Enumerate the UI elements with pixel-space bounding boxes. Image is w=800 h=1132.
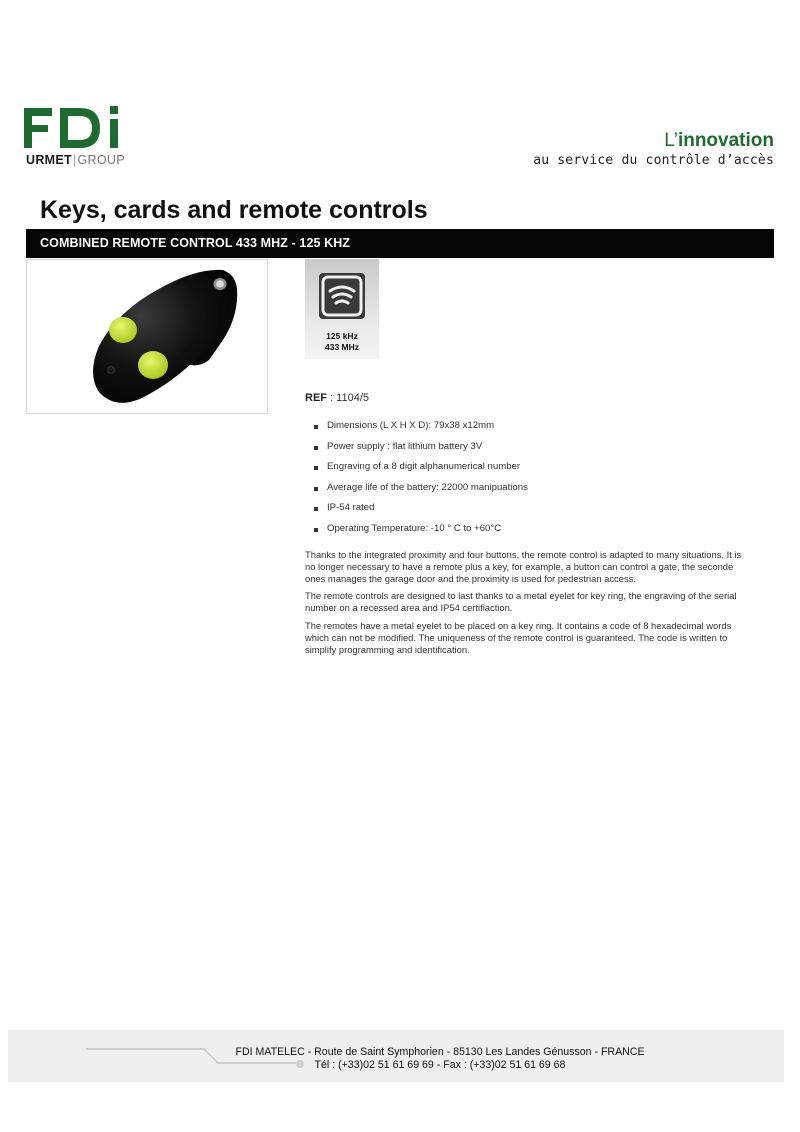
- page-title: Keys, cards and remote controls: [40, 196, 428, 224]
- section-bar: [26, 229, 774, 258]
- remote-control-image: [27, 260, 269, 415]
- ref-value: : 1104/5: [330, 392, 370, 404]
- feature-item: Dimensions (L X H X D): 79x38 x12mm: [314, 420, 528, 441]
- logo-group-light: GROUP: [77, 153, 125, 167]
- feature-item: Power supply : flat lithium battery 3V: [314, 441, 528, 462]
- feature-item: Operating Temperature: -10 ° C to +60°C: [314, 523, 528, 544]
- tagline: [533, 130, 774, 168]
- ref-label: REF: [305, 392, 327, 404]
- tagline-line1: L’innovation: [664, 130, 774, 151]
- footer-phone: Tél : (+33)02 51 61 69 69 - Fax : (+33)02 51 61 69 68: [314, 1059, 566, 1071]
- rfid-waves-icon: [317, 271, 367, 321]
- section-bar-title: COMBINED REMOTE CONTROL 433 MHZ - 125 KHZ: [40, 236, 351, 250]
- page-footer: [8, 1030, 784, 1082]
- badge-line2: 433 MHz: [324, 342, 359, 352]
- product-ref: [305, 392, 369, 404]
- tagline-line2: au service du contrôle d’accès: [533, 153, 774, 168]
- fdi-urmet-logo: [24, 106, 134, 170]
- product-description: [305, 549, 749, 661]
- description-paragraph: The remote controls are designed to last thanks to a metal eyelet for key ring, the engraving of the serial number on a recessed area and IP54 certifiaction.: [305, 590, 737, 614]
- feature-item: Engraving of a 8 digit alphanumerical number: [314, 461, 528, 482]
- footer-address: FDI MATELEC - Route de Saint Symphorien - 85130 Les Landes Génusson - FRANCE: [235, 1046, 645, 1058]
- product-photo: [26, 259, 268, 414]
- badge-line1: 125 kHz: [326, 331, 358, 341]
- urmet-group-label: URMET|GROUP: [26, 153, 125, 167]
- description-paragraph: The remotes have a metal eyelet to be placed on a key ring. It contains a code of 8 hexadecimal words which can not be modified. The uniqueness of the remote control is guaranteed. The code is written to simplify programming and identification.: [305, 619, 732, 655]
- logo-group-bold: URMET: [26, 153, 72, 167]
- frequency-badge: [305, 259, 379, 359]
- feature-list: [314, 420, 528, 544]
- footer-text: [8, 1046, 784, 1072]
- badge-text: [305, 331, 379, 353]
- feature-item: Average life of the battery: 22000 manipuations: [314, 482, 528, 503]
- fdi-logo-icon: [24, 106, 128, 150]
- feature-item: IP-54 rated: [314, 502, 528, 523]
- description-paragraph: Thanks to the integrated proximity and four buttons, the remote control is adapted to many situations. It is no longer necessary to have a remote plus a key, for example, a button can control a gate, the seconde ones manages the garage door and the proximity is used for pedestrian access.: [305, 549, 742, 584]
